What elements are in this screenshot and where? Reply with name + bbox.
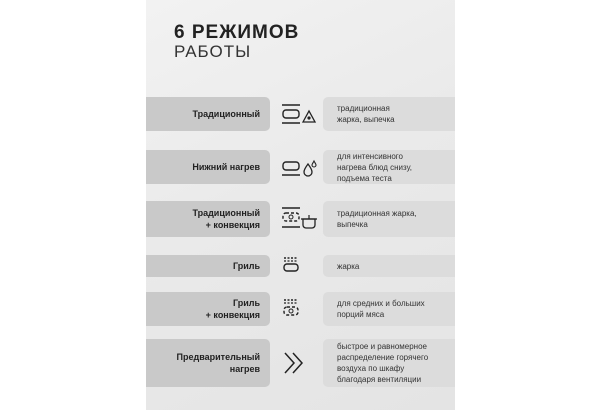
bottom-heat-icon [280, 150, 324, 184]
mode-description: для средних и больших порций мяса [337, 299, 425, 319]
mode-label: Предварительный нагрев [176, 352, 260, 374]
mode-label-pill [146, 292, 270, 326]
mode-description-pill [323, 150, 455, 184]
mode-description-pill [323, 97, 455, 131]
grill-icon [280, 255, 324, 277]
grill-fan-icon [280, 292, 324, 326]
mode-label-pill [146, 97, 270, 131]
mode-description-pill [323, 201, 455, 237]
mode-label-pill [146, 255, 270, 277]
mode-label-pill [146, 201, 270, 237]
mode-description: быстрое и равномерное распределение горячего воздуха по шкафу благодаря вентиляции [337, 342, 429, 384]
mode-description-pill [323, 339, 455, 387]
mode-label: Традиционный + конвекция [192, 208, 260, 230]
preheat-icon [280, 339, 324, 387]
mode-description: традиционная жарка, выпечка [337, 104, 395, 124]
mode-label-pill [146, 150, 270, 184]
mode-description: традиционная жарка, выпечка [337, 209, 417, 229]
title-line1: 6 РЕЖИМОВ [174, 22, 300, 43]
mode-label: Гриль [232, 261, 260, 271]
modes-card [146, 0, 455, 410]
mode-label: Гриль + конвекция [205, 298, 260, 320]
mode-description: жарка [337, 261, 360, 271]
conventional-fan-icon [280, 201, 324, 237]
title-line2: РАБОТЫ [174, 42, 252, 61]
conventional-icon [280, 97, 324, 131]
mode-description: для интенсивного нагрева блюд снизу, подъема теста [337, 151, 413, 183]
mode-label: Нижний нагрев [192, 162, 260, 172]
mode-label-pill [146, 339, 270, 387]
mode-description-pill [323, 255, 455, 277]
mode-label: Традиционный [192, 109, 260, 119]
mode-description-pill [323, 292, 455, 326]
